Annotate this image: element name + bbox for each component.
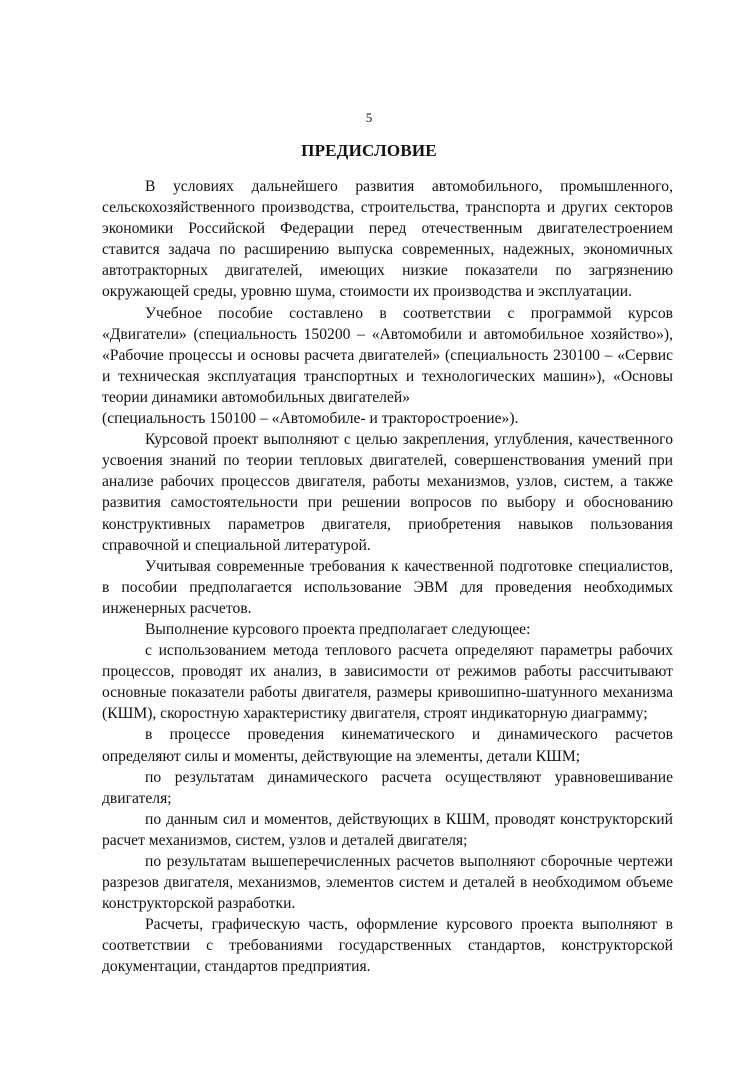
list-item-balancing: по результатам динамического расчета осуществляют уравновешивание двигателя; xyxy=(102,768,673,807)
body-text xyxy=(102,176,673,978)
paragraph-standards: Расчеты, графическую часть, оформление курсового проекта выполняют в соответствии с требованиями государственных стандартов, конструкторской документации, стандартов предприятия. xyxy=(102,916,673,976)
paragraph-project-steps-intro: Выполнение курсового проекта предполагает следующее: xyxy=(145,620,531,638)
paragraph-intro: В условиях дальнейшего развития автомобильного, промышленного, сельскохозяйственного производства, строительства, транспорта и других секторов экономики Российской Федерации перед отечественным двигателестроением ставится задача по расширению выпуска современных, надежных, экономичных автотракторных двигателей, имеющих низкие показатели по загрязнению окружающей среды, уровню шума, стоимости их производства и эксплуатации. xyxy=(102,178,673,301)
page-number: 5 xyxy=(365,110,373,125)
list-item-assembly-drawings: по результатам вышеперечисленных расчетов выполняют сборочные чертежи разрезов двигателя, механизмов, элементов систем и деталей в необходимом объеме конструкторской разработки. xyxy=(102,853,673,913)
paragraph-specialty: (специальность 150100 – «Автомобиле- и тракторостроение»). xyxy=(102,410,519,428)
list-item-kinematic-calculation: в процессе проведения кинематического и динамического расчетов определяют силы и моменты, действующие на элементы, детали КШМ; xyxy=(102,726,673,765)
list-item-thermal-calculation: с использованием метода теплового расчета определяют параметры рабочих процессов, проводят их анализ, в зависимости от режимов работы рассчитывают основные показатели работы двигателя, размеры кривошипно-шатунного механизма (КШМ), скоростную характеристику двигателя, строят индикаторную диаграмму; xyxy=(102,642,673,723)
paragraph-project-goal: Курсовой проект выполняют с целью закрепления, углубления, качественного усвоения знаний по теории тепловых двигателей, совершенствования умений при анализе рабочих процессов двигателя, работы механизмов, узлов, систем, а также развития самостоятельности при решении вопросов по выбору и обоснованию конструктивных параметров двигателя, приобретения навыков пользования справочной и специальной литературой. xyxy=(102,431,673,554)
page-title: ПРЕДИСЛОВИЕ xyxy=(301,141,437,160)
paragraph-curriculum: Учебное пособие составлено в соответствии с программой курсов «Двигатели» (специальность 150200 – «Автомобили и автомобильное хозяйство»), «Рабочие процессы и основы расчета двигателей» (специальность 230100 – «Сервис и техническая эксплуатация транспортных и технологических машин»), «Основы теории динамики автомобильных двигателей» xyxy=(102,304,673,406)
list-item-design-calculation: по данным сил и моментов, действующих в КШМ, проводят конструкторский расчет механизмов, систем, узлов и деталей двигателя; xyxy=(102,810,673,849)
paragraph-computer-use: Учитывая современные требования к качественной подготовке специалистов, в пособии предполагается использование ЭВМ для проведения необходимых инженерных расчетов. xyxy=(102,557,673,617)
